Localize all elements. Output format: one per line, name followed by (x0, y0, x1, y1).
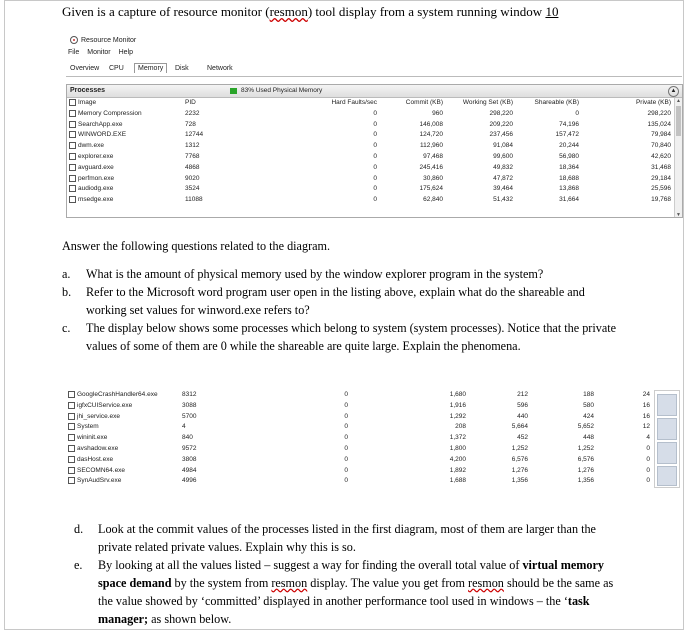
cell-hard: 0 (344, 444, 348, 452)
table-row[interactable] (66, 390, 650, 401)
cell-hard: 0 (344, 423, 348, 431)
cell-image: GoogleCrashHandler64.exe (77, 391, 158, 398)
cell-ws: 91,084 (493, 142, 513, 150)
menu-monitor[interactable]: Monitor (87, 49, 111, 56)
row-checkbox[interactable] (68, 391, 75, 398)
menu-file[interactable]: File (68, 49, 80, 56)
cell-ws: 452 (517, 434, 528, 442)
cell-priv: 79,984 (651, 131, 671, 139)
table-row[interactable] (67, 152, 677, 163)
cell-commit: 4,200 (449, 455, 466, 463)
table-row[interactable] (66, 476, 650, 487)
cell-share: 20,244 (559, 142, 579, 150)
cell-hard: 0 (373, 174, 377, 182)
row-checkbox[interactable] (69, 110, 76, 117)
row-checkbox[interactable] (69, 121, 76, 128)
cell-pid: 9020 (185, 174, 200, 182)
question-b: b. Refer to the Microsoft word program user open in the listing above, explain what do the shareable and working set values for winword.exe refers to? (62, 285, 585, 317)
cell-hard: 0 (344, 477, 348, 485)
row-checkbox[interactable] (69, 196, 76, 203)
col-commit[interactable]: Commit (KB) (405, 99, 443, 106)
cell-share: 5,652 (577, 423, 594, 431)
cell-priv: 0 (646, 466, 650, 474)
cell-ws: 5,664 (511, 423, 528, 431)
cell-share: 448 (583, 434, 594, 442)
table-row[interactable] (67, 109, 677, 120)
question-c: c. The display below shows some processes which belong to system (system processes). Notice that the private values of some of them are 0 while the shareable are quite large. Explain the phenomena. (62, 321, 617, 353)
cell-hard: 0 (373, 185, 377, 193)
cell-image: SynAudSrv.exe (77, 477, 122, 485)
cell-commit: 1,688 (449, 477, 466, 485)
cell-share: 157,472 (555, 131, 579, 139)
tab-cpu[interactable]: CPU (109, 65, 124, 72)
memory-status-indicator (230, 88, 237, 94)
row-checkbox[interactable] (68, 413, 75, 420)
cell-image: perfmon.exe (78, 174, 115, 182)
cell-image: dasHost.exe (77, 455, 114, 463)
cell-pid: 3808 (182, 455, 197, 463)
cell-share: 1,356 (577, 477, 594, 485)
cell-image: SearchApp.exe (78, 120, 123, 128)
table-row[interactable] (66, 422, 650, 433)
cell-hard: 0 (344, 466, 348, 474)
table-row[interactable] (66, 444, 650, 455)
cell-ws: 1,356 (511, 477, 528, 485)
cell-priv: 4 (646, 434, 650, 442)
cell-ws: 49,832 (493, 163, 513, 171)
question-list-1 (62, 265, 622, 355)
cell-share: 424 (583, 412, 594, 420)
row-checkbox[interactable] (69, 185, 76, 192)
memory-status-text: 83% Used Physical Memory (241, 87, 323, 94)
cell-commit: 124,720 (419, 131, 443, 139)
resource-monitor-icon (70, 36, 78, 44)
scroll-block (657, 418, 677, 440)
cell-hard: 0 (373, 109, 377, 117)
cell-hard: 0 (373, 131, 377, 139)
cell-priv: 16 (642, 401, 650, 409)
cell-commit: 62,840 (423, 196, 443, 204)
app-title: Resource Monitor (70, 36, 136, 44)
cell-ws: 440 (517, 412, 528, 420)
cell-image: explorer.exe (78, 152, 114, 160)
col-private[interactable]: Private (KB) (635, 99, 671, 106)
cell-commit: 1,892 (449, 466, 466, 474)
processes-scrollbar[interactable] (674, 98, 682, 218)
cell-hard: 0 (344, 434, 348, 442)
cell-priv: 29,184 (651, 174, 671, 182)
row-checkbox[interactable] (69, 131, 76, 138)
processes-panel (66, 84, 683, 218)
cell-priv: 31,468 (651, 163, 671, 171)
cell-priv: 25,596 (651, 185, 671, 193)
table-row[interactable] (67, 184, 677, 195)
table-row[interactable] (67, 195, 677, 206)
cell-commit: 1,680 (449, 391, 466, 398)
cell-ws: 6,576 (511, 455, 528, 463)
cell-image: avguard.exe (78, 163, 114, 171)
tab-overview[interactable]: Overview (70, 65, 100, 72)
col-working-set[interactable]: Working Set (KB) (462, 99, 513, 106)
cell-share: 6,576 (577, 455, 594, 463)
tab-memory[interactable]: Memory (134, 63, 167, 73)
cell-priv: 12 (642, 423, 650, 431)
cell-image: audiodg.exe (78, 185, 114, 193)
row-checkbox[interactable] (68, 423, 75, 430)
scroll-thumb[interactable] (676, 106, 681, 136)
row-checkbox[interactable] (68, 477, 75, 484)
cell-pid: 4 (182, 423, 186, 431)
system-processes-panel (66, 390, 683, 490)
row-checkbox[interactable] (68, 445, 75, 452)
question-e: e. By looking at all the values listed – suggest a way for finding the overall total value of virtual memory space demand by the system from resmon display. The value you get from resmon should be the same as the value showed by ‘committed’ displayed in another performance tool used in windows – the ‘task manager; as shown below. (74, 558, 614, 626)
col-image[interactable]: Image (78, 99, 97, 106)
cell-hard: 0 (344, 391, 348, 398)
cell-hard: 0 (344, 401, 348, 409)
cell-share: 18,688 (559, 174, 579, 182)
scroll-block (657, 442, 677, 464)
cell-share: 13,868 (559, 185, 579, 193)
row-checkbox[interactable] (68, 456, 75, 463)
cell-ws: 212 (517, 391, 528, 398)
menu-help[interactable]: Help (118, 49, 134, 56)
scroll-block (657, 394, 677, 416)
cell-priv: 70,840 (651, 142, 671, 150)
col-hard-faults[interactable]: Hard Faults/sec (331, 99, 377, 106)
collapse-chevron-icon[interactable]: ▲ (668, 86, 679, 97)
cell-share: 31,664 (559, 196, 579, 204)
scroll-down-icon[interactable]: ▼ (676, 212, 681, 218)
cell-image: avshadow.exe (77, 444, 119, 452)
cell-priv: 298,220 (647, 109, 671, 117)
cell-hard: 0 (344, 455, 348, 463)
cell-pid: 11088 (185, 196, 203, 204)
cell-commit: 245,416 (419, 163, 443, 171)
intro-text: Answer the following questions related to the diagram. (62, 239, 331, 253)
cell-image: igfxCUIService.exe (77, 401, 133, 409)
cell-pid: 728 (185, 120, 196, 128)
cell-image: WINWORD.EXE (78, 131, 127, 139)
cell-pid: 4984 (182, 466, 197, 474)
cell-commit: 30,860 (423, 174, 443, 182)
cell-share: 1,252 (577, 444, 594, 452)
cell-commit: 208 (455, 423, 466, 431)
cell-share: 74,196 (559, 120, 579, 128)
cell-ws: 1,276 (511, 466, 528, 474)
cell-pid: 5700 (182, 412, 197, 420)
question-list-2 (74, 520, 614, 628)
table-row[interactable] (67, 141, 677, 152)
processes-header[interactable] (67, 85, 682, 98)
row-checkbox[interactable] (68, 467, 75, 474)
select-all-checkbox[interactable] (69, 99, 76, 106)
cell-priv: 0 (646, 455, 650, 463)
processes-title: Processes (70, 87, 106, 94)
question-a: a. What is the amount of physical memory used by the window explorer program in the system? (62, 267, 544, 281)
tab-disk[interactable]: Disk (175, 65, 189, 72)
table-header-row (67, 98, 677, 109)
table-row[interactable] (67, 174, 677, 185)
table-row[interactable] (66, 433, 650, 444)
cell-priv: 24 (642, 391, 650, 398)
cell-pid: 8312 (182, 391, 197, 398)
cell-share: 0 (575, 109, 579, 117)
cell-share: 56,980 (559, 152, 579, 160)
cell-hard: 0 (344, 412, 348, 420)
cell-priv: 0 (646, 444, 650, 452)
cell-commit: 175,624 (419, 185, 443, 193)
cell-priv: 0 (646, 477, 650, 485)
col-pid[interactable]: PID (185, 99, 196, 106)
cell-image: jhi_service.exe (77, 412, 120, 420)
cell-ws: 209,220 (489, 120, 513, 128)
table-row[interactable] (67, 163, 677, 174)
tab-bar (66, 63, 682, 77)
cell-commit: 112,960 (419, 142, 443, 150)
cell-share: 580 (583, 401, 594, 409)
row-checkbox[interactable] (68, 434, 75, 441)
cell-pid: 3088 (182, 401, 197, 409)
question-d: d. Look at the commit values of the processes listed in the first diagram, most of them are larger than the private related private values. Explain why this is so. (74, 522, 596, 554)
cell-pid: 1312 (185, 142, 200, 150)
row-checkbox[interactable] (69, 142, 76, 149)
cell-image: Memory Compression (78, 109, 142, 117)
cell-pid: 3524 (185, 185, 200, 193)
processes-table (67, 98, 677, 206)
row-checkbox[interactable] (68, 402, 75, 409)
tab-network[interactable]: Network (207, 65, 233, 72)
cell-ws: 1,252 (511, 444, 528, 452)
question-heading: Given is a capture of resource monitor (resmon) tool display from a system running window 10 (62, 4, 559, 19)
scroll-block (657, 466, 677, 486)
cell-commit: 1,292 (449, 412, 466, 420)
cell-ws: 596 (517, 401, 528, 409)
cell-pid: 4868 (185, 163, 200, 171)
cell-hard: 0 (373, 163, 377, 171)
cell-hard: 0 (373, 196, 377, 204)
cell-commit: 1,916 (449, 401, 466, 409)
cell-pid: 7768 (185, 152, 200, 160)
cell-commit: 960 (432, 109, 443, 117)
cell-share: 18,364 (559, 163, 579, 171)
system-processes-scrollbar[interactable] (654, 390, 680, 488)
table-row[interactable] (66, 455, 650, 466)
cell-pid: 840 (182, 434, 193, 442)
cell-priv: 16 (642, 412, 650, 420)
cell-image: System (77, 423, 99, 431)
cell-ws: 99,600 (493, 152, 513, 160)
cell-pid: 2232 (185, 109, 200, 117)
scroll-up-icon[interactable]: ▲ (676, 98, 681, 104)
cell-image: wininit.exe (77, 434, 108, 442)
cell-share: 1,276 (577, 466, 594, 474)
row-checkbox[interactable] (69, 153, 76, 160)
table-row[interactable] (67, 130, 677, 141)
cell-hard: 0 (373, 142, 377, 150)
cell-commit: 97,468 (423, 152, 443, 160)
cell-priv: 19,768 (651, 196, 671, 204)
cell-image: SECOMN64.exe (77, 466, 126, 474)
cell-ws: 51,432 (493, 196, 513, 204)
cell-hard: 0 (373, 152, 377, 160)
cell-ws: 39,464 (493, 185, 513, 193)
table-row[interactable] (66, 401, 650, 412)
cell-image: dwm.exe (78, 142, 105, 150)
cell-ws: 237,456 (489, 131, 513, 139)
cell-hard: 0 (373, 120, 377, 128)
cell-commit: 1,372 (449, 434, 466, 442)
cell-ws: 298,220 (489, 109, 513, 117)
system-processes-table (66, 390, 650, 487)
cell-commit: 1,800 (449, 444, 466, 452)
table-row[interactable] (66, 412, 650, 423)
menu-bar (68, 49, 133, 56)
cell-share: 188 (583, 391, 594, 398)
table-row[interactable] (67, 120, 677, 131)
row-checkbox[interactable] (69, 164, 76, 171)
cell-priv: 42,620 (651, 152, 671, 160)
cell-pid: 4996 (182, 477, 197, 485)
resmon-term: resmon (269, 4, 308, 19)
cell-pid: 9572 (182, 444, 197, 452)
cell-ws: 47,872 (493, 174, 513, 182)
cell-image: msedge.exe (78, 196, 114, 204)
cell-pid: 12744 (185, 131, 204, 139)
col-shareable[interactable]: Shareable (KB) (534, 99, 579, 106)
cell-priv: 135,024 (647, 120, 671, 128)
cell-commit: 146,008 (419, 120, 443, 128)
row-checkbox[interactable] (69, 175, 76, 182)
table-row[interactable] (66, 466, 650, 477)
